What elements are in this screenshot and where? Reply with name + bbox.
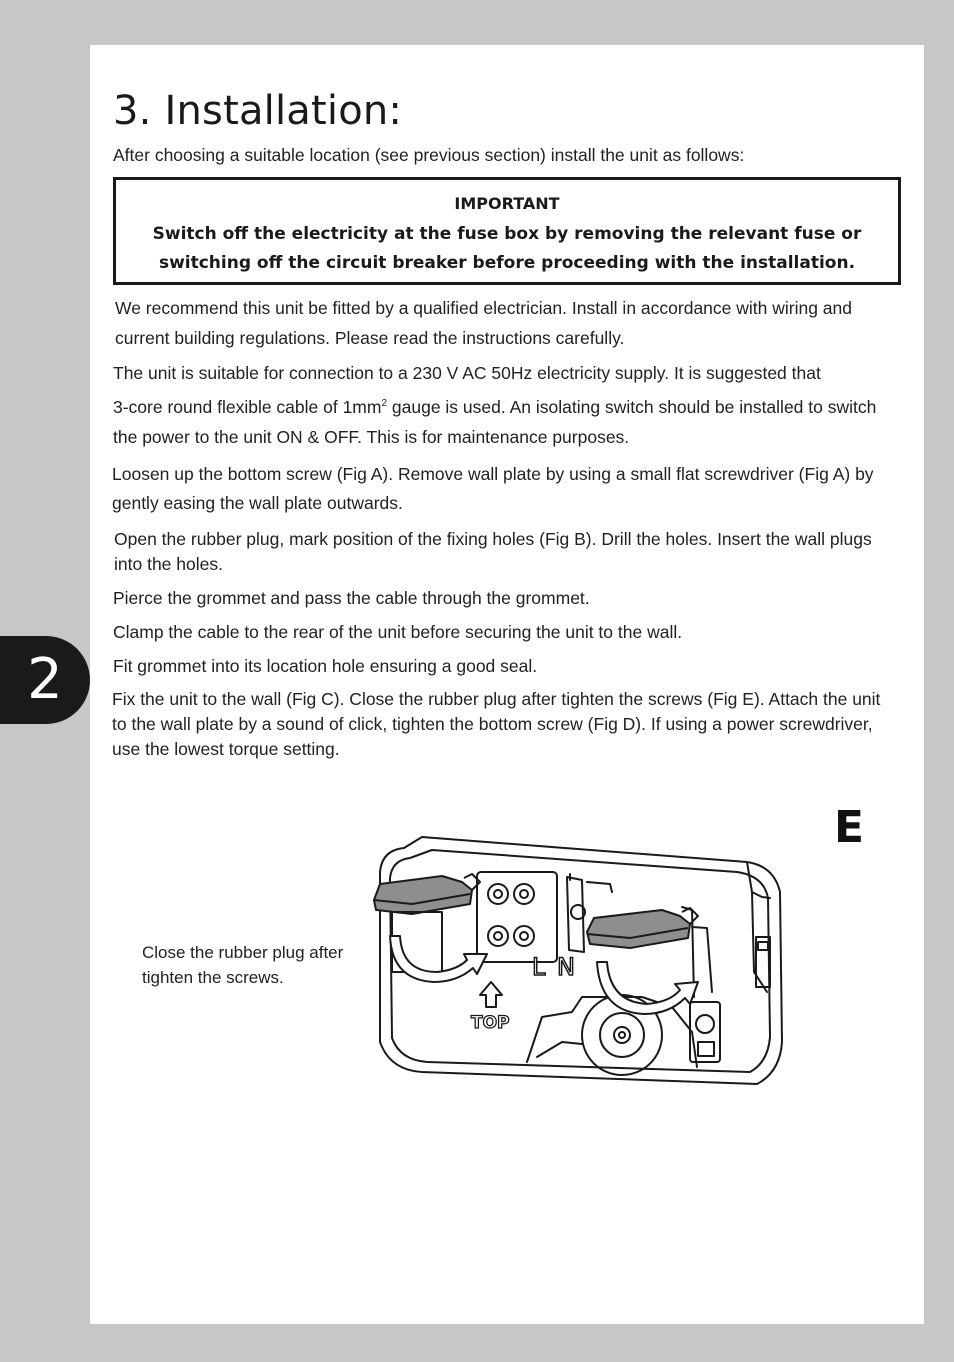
curved-arrow-icon-left [390, 936, 487, 982]
terminal-label-l: L [532, 953, 546, 981]
paragraph-line: The unit is suitable for connection to a 230 V AC 50Hz electricity supply. It is suggested that [113, 363, 821, 383]
page-title: 3. Installation: [113, 88, 403, 134]
superscript-two: 2 [381, 398, 388, 410]
paragraph-line: Clamp the cable to the rear of the unit before securing the unit to the wall. [113, 622, 683, 642]
cable-spec-text: 3-core round flexible cable of 1mm [113, 397, 382, 417]
paragraph-line: to the wall plate by a sound of click, tighten the bottom screw (Fig D). If using a power screwdriver, [112, 714, 873, 734]
paragraph-line: Open the rubber plug, mark position of the fixing holes (Fig B). Drill the holes. Insert the wall plugs [114, 529, 872, 549]
terminal-label-n: N [557, 953, 575, 981]
rubber-plug-right [587, 908, 698, 948]
top-arrow-icon [480, 982, 502, 1007]
paragraph-line [113, 395, 876, 420]
important-warning [136, 220, 878, 278]
paragraph-line: current building regulations. Please read the instructions carefully. [115, 328, 625, 348]
page-number-tab: 2 [0, 636, 90, 724]
paragraph-line: gently easing the wall plate outwards. [112, 493, 403, 513]
paragraph-line: Loosen up the bottom screw (Fig A). Remove wall plate by using a small flat screwdriver (Fig A) by [112, 464, 874, 484]
important-notice-box [113, 177, 901, 285]
paragraph-line: the power to the unit ON & OFF. This is for maintenance purposes. [113, 427, 630, 447]
figure-e-illustration [372, 832, 792, 1092]
top-label: TOP [471, 1013, 510, 1033]
unit-housing-outline [380, 837, 782, 1084]
warning-line-1: Switch off the electricity at the fuse box by removing the relevant fuse or [152, 224, 862, 244]
paragraph-line: use the lowest torque setting. [112, 739, 340, 759]
paragraph-text: gauge is used. An isolating switch should be installed to switch [387, 397, 877, 417]
paragraph-line: We recommend this unit be fitted by a qualified electrician. Install in accordance with wiring and [115, 298, 852, 318]
important-heading: IMPORTANT [454, 194, 560, 213]
paragraph-line: Pierce the grommet and pass the cable through the grommet. [113, 588, 590, 608]
intro-text: After choosing a suitable location (see previous section) install the unit as follows: [113, 145, 745, 165]
paragraph-line: Fit grommet into its location hole ensuring a good seal. [113, 656, 538, 676]
paragraph-line: into the holes. [114, 554, 223, 574]
curved-arrow-icon-right [597, 962, 698, 1014]
figure-caption [142, 940, 343, 990]
paragraph-line: Fix the unit to the wall (Fig C). Close the rubber plug after tighten the screws (Fig E). Attach the unit [112, 689, 881, 709]
terminal-block [477, 872, 612, 962]
warning-line-2: switching off the circuit breaker before proceeding with the installation. [158, 253, 856, 273]
caption-line-1: Close the rubber plug after [142, 943, 344, 962]
caption-line-2: tighten the screws. [142, 968, 284, 987]
figure-letter: E [834, 802, 865, 853]
